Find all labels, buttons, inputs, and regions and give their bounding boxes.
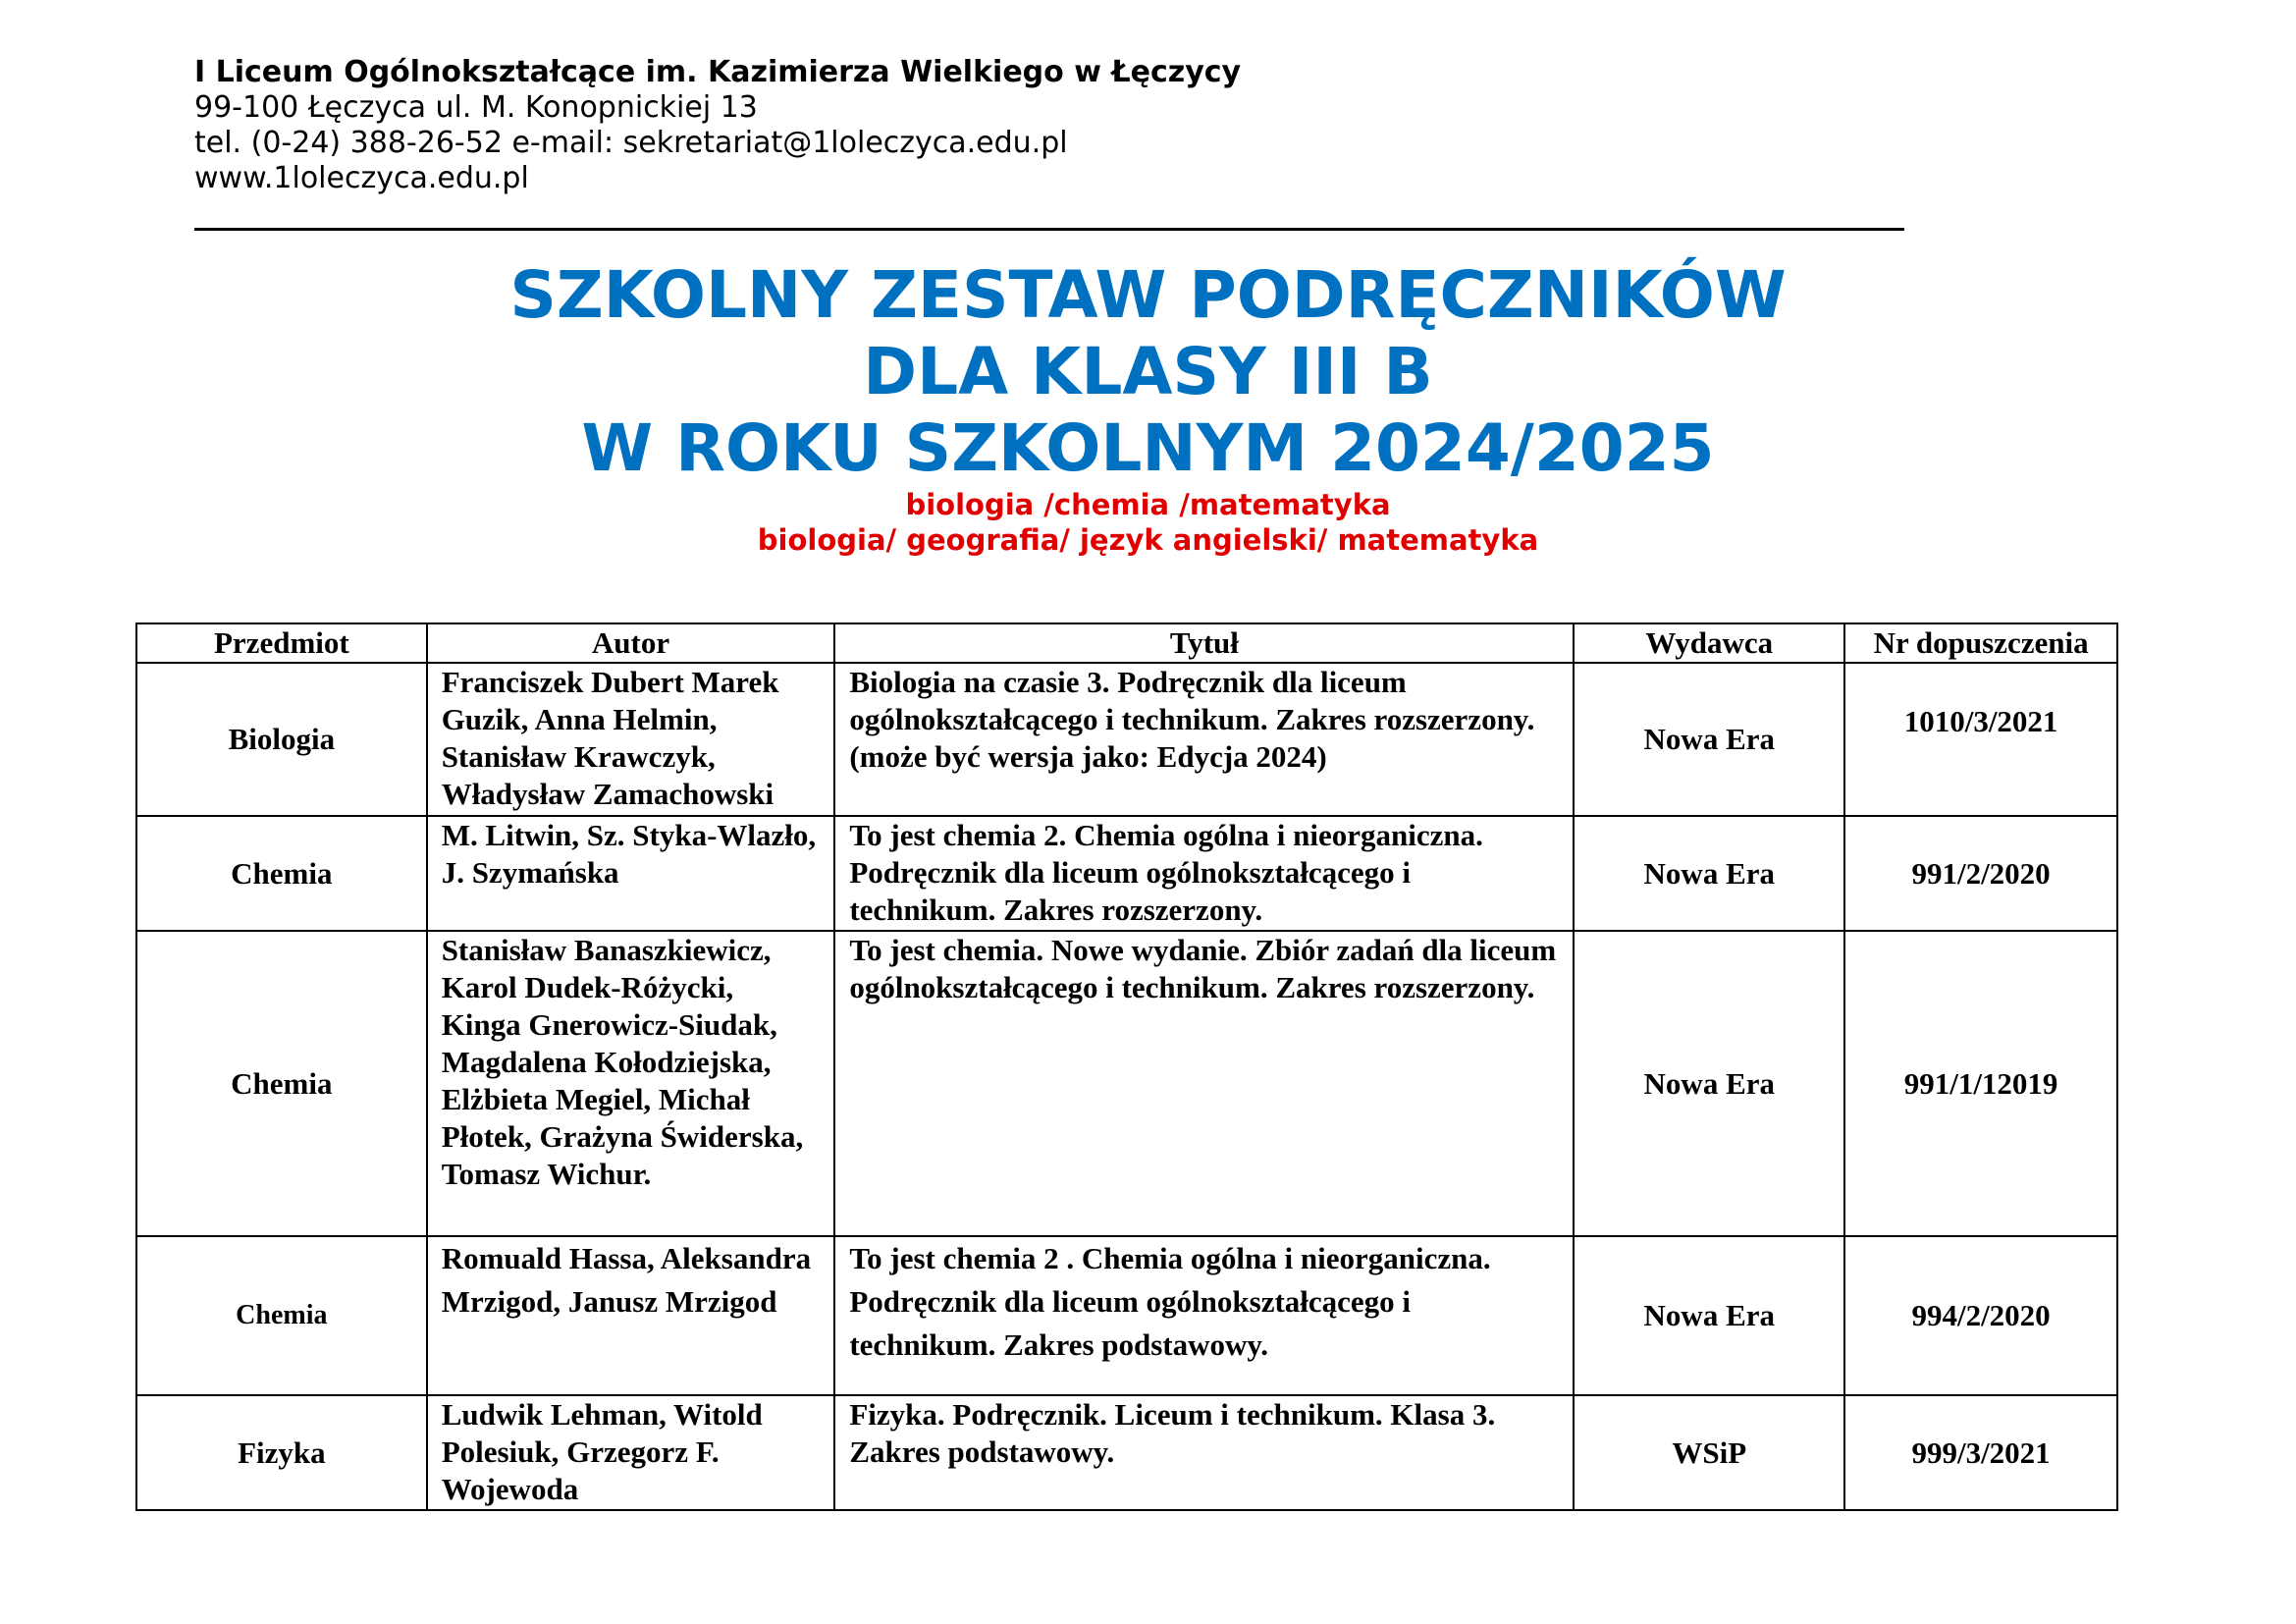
cell-title: To jest chemia. Nowe wydanie. Zbiór zadań dla liceum ogólnokształcącego i technikum. Zakres rozszerzony. (834, 931, 1574, 1236)
cell-subject: Chemia (136, 816, 427, 931)
cell-publisher: Nowa Era (1574, 931, 1844, 1236)
heading-title (0, 257, 2296, 487)
column-header-author: Autor (427, 623, 835, 663)
table-row (136, 1395, 2117, 1510)
cell-subject: Fizyka (136, 1395, 427, 1510)
header-divider (194, 228, 1904, 231)
column-header-number: Nr dopuszczenia (1844, 623, 2117, 663)
heading-title-line: W ROKU SZKOLNYM 2024/2025 (581, 410, 1715, 486)
heading-title-line: SZKOLNY ZESTAW PODRĘCZNIKÓW (509, 257, 1787, 333)
cell-author: M. Litwin, Sz. Styka-Wlazło, J. Szymańska (427, 816, 835, 931)
table-row (136, 816, 2117, 931)
cell-number: 1010/3/2021 (1844, 663, 2117, 816)
cell-publisher: Nowa Era (1574, 1236, 1844, 1395)
table-row (136, 1236, 2117, 1395)
cell-author: Franciszek Dubert Marek Guzik, Anna Helmin, Stanisław Krawczyk, Władysław Zamachowski (427, 663, 835, 816)
cell-subject: Chemia (136, 931, 427, 1236)
cell-number: 991/1/12019 (1844, 931, 2117, 1236)
school-name: I Liceum Ogólnokształcące im. Kazimierza Wielkiego w Łęczycy (194, 55, 1242, 89)
cell-subject: Biologia (136, 663, 427, 816)
profile-line: biologia/ geografia/ język angielski/ matematyka (757, 523, 1539, 557)
cell-author: Romuald Hassa, Aleksandra Mrzigod, Janusz Mrzigod (427, 1236, 835, 1395)
cell-title: To jest chemia 2 . Chemia ogólna i nieorganiczna. Podręcznik dla liceum ogólnokształcącego i technikum. Zakres podstawowy. (834, 1236, 1574, 1395)
textbook-table (135, 623, 2118, 1511)
cell-number: 994/2/2020 (1844, 1236, 2117, 1395)
school-address: 99-100 Łęczyca ul. M. Konopnickiej 13 (194, 90, 758, 125)
cell-publisher: Nowa Era (1574, 816, 1844, 931)
document-heading (0, 257, 2296, 558)
letterhead (194, 55, 1241, 196)
cell-subject: Chemia (136, 1236, 427, 1395)
cell-publisher: Nowa Era (1574, 663, 1844, 816)
cell-publisher: WSiP (1574, 1395, 1844, 1510)
school-website: www.1loleczyca.edu.pl (194, 161, 529, 195)
heading-title-line: DLA KLASY III B (863, 334, 1433, 409)
cell-number: 999/3/2021 (1844, 1395, 2117, 1510)
cell-title: Fizyka. Podręcznik. Liceum i technikum. Klasa 3. Zakres podstawowy. (834, 1395, 1574, 1510)
cell-number: 991/2/2020 (1844, 816, 2117, 931)
cell-author: Ludwik Lehman, Witold Polesiuk, Grzegorz F. Wojewoda (427, 1395, 835, 1510)
column-header-publisher: Wydawca (1574, 623, 1844, 663)
heading-profiles (0, 487, 2296, 558)
cell-title: To jest chemia 2. Chemia ogólna i nieorganiczna. Podręcznik dla liceum ogólnokształcącego i technikum. Zakres rozszerzony. (834, 816, 1574, 931)
table-row (136, 663, 2117, 816)
cell-author: Stanisław Banaszkiewicz, Karol Dudek-Różycki, Kinga Gnerowicz-Siudak, Magdalena Kołodziejska, Elżbieta Megiel, Michał Płotek, Grażyna Świderska, Tomasz Wichur. (427, 931, 835, 1236)
table-row (136, 931, 2117, 1236)
column-header-title: Tytuł (834, 623, 1574, 663)
profile-line: biologia /chemia /matematyka (905, 488, 1391, 521)
column-header-subject: Przedmiot (136, 623, 427, 663)
table-header-row (136, 623, 2117, 663)
cell-title: Biologia na czasie 3. Podręcznik dla liceum ogólnokształcącego i technikum. Zakres rozszerzony. (może być wersja jako: Edycja 2024) (834, 663, 1574, 816)
school-contact: tel. (0-24) 388-26-52 e-mail: sekretariat@1loleczyca.edu.pl (194, 126, 1068, 160)
